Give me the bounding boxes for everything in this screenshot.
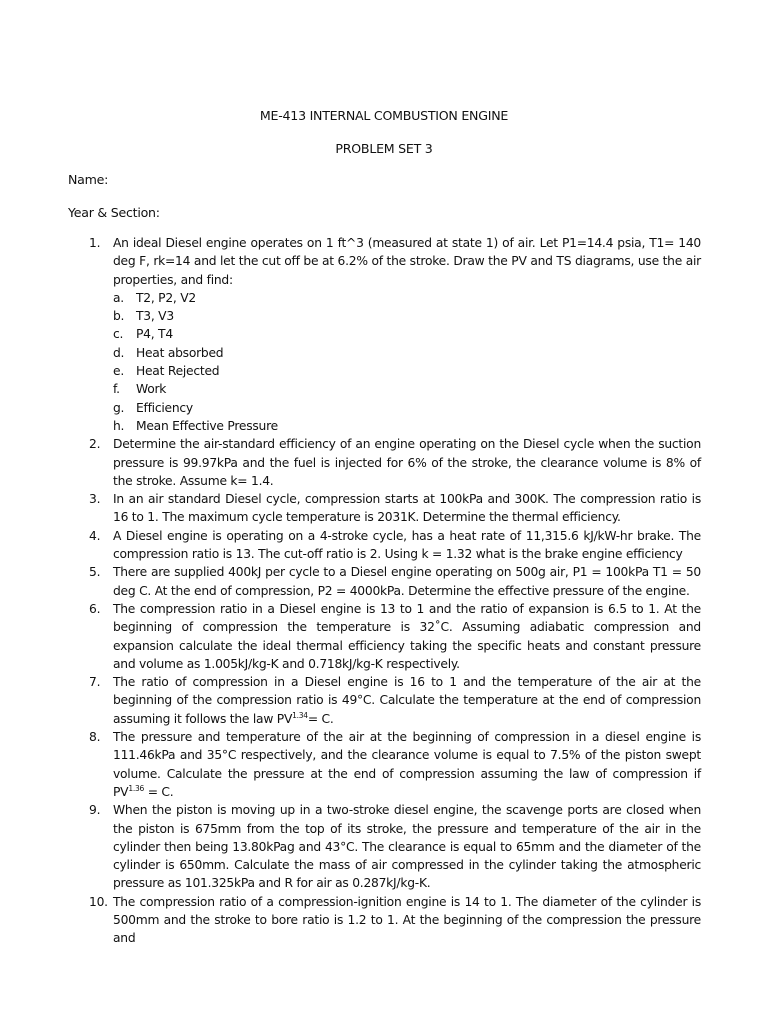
problem-text-end: = C.: [307, 711, 334, 726]
problem-text: In an air standard Diesel cycle, compression starts at 100kPa and 300K. The compression ratio is 16 to 1. The maximum cycle temperature is 2031K. Determine the thermal efficiency.: [113, 492, 701, 525]
problem-item: [68, 893, 701, 948]
subitem-text: Efficiency: [136, 400, 193, 415]
subitem: [113, 362, 701, 380]
subitem-letter: b.: [113, 309, 125, 324]
problem-text: Determine the air-standard efficiency of an engine operating on the Diesel cycle when the suction pressure is 99.97kPa and the fuel is injected for 6% of the stroke, the clearance volume is 8% of the stroke. Assume k= 1.4.: [113, 437, 701, 488]
subitem-letter: d.: [113, 345, 125, 360]
problem-item: [68, 435, 701, 490]
subitem-text: Mean Effective Pressure: [136, 418, 278, 433]
subitem: [113, 289, 701, 307]
problem-text: An ideal Diesel engine operates on 1 ft^3 (measured at state 1) of air. Let P1=14.4 psia, T1= 140 deg F, rk=14 and let the cut off be at 6.2% of the stroke. Draw the PV and TS diagrams, use the air properties, and find:: [113, 236, 701, 287]
subitem-letter: f.: [113, 382, 120, 397]
problem-set-title: PROBLEM SET 3: [335, 141, 433, 156]
subitem: [113, 417, 701, 435]
problem-number: 6.: [89, 601, 101, 616]
problem-item: [68, 801, 701, 892]
subitem-letter: e.: [113, 364, 124, 379]
subitem-letter: c.: [113, 327, 124, 342]
problem-number: 10.: [89, 894, 108, 909]
problem-number: 5.: [89, 565, 101, 580]
problem-number: 9.: [89, 803, 101, 818]
subitem: [113, 380, 701, 398]
subitem-text: Work: [136, 382, 167, 397]
problem-item: [68, 527, 701, 564]
subitem-letter: a.: [113, 290, 124, 305]
problem-number: 8.: [89, 730, 101, 745]
problem-item: [68, 563, 701, 600]
problem-number: 1.: [89, 236, 101, 250]
problem-list: [68, 234, 701, 948]
subitem-letter: h.: [113, 418, 125, 433]
year-section-field-label: Year & Section:: [68, 205, 160, 220]
problem-number: 3.: [89, 492, 101, 507]
subitem-text: Heat Rejected: [136, 364, 220, 379]
problem-text-end: = C.: [144, 784, 174, 799]
problem-item: [68, 673, 701, 728]
problem-number: 4.: [89, 528, 101, 543]
problem-text: The compression ratio in a Diesel engine is 13 to 1 and the ratio of expansion is 6.5 to 1. At the beginning of compression the temperature is 32˚C. Assuming adiabatic compression and expansion calculate the ideal thermal efficiency taking the specific heats and constant pressure and volume as 1.005kJ/kg-K and 0.718kJ/kg-K respectively.: [113, 601, 701, 671]
problem-number: 7.: [89, 675, 101, 690]
subitem: [113, 307, 701, 325]
problem-text: When the piston is moving up in a two-stroke diesel engine, the scavenge ports are closed when the piston is 675mm from the top of its stroke, the pressure and temperature of the air in the cylinder then being 13.80kPag and 43°C. The clearance is equal to 65mm and the diameter of the cylinder is 650mm. Calculate the mass of air compressed in the cylinder taking the atmospheric pressure as 101.325kPa and R for air as 0.287kJ/kg-K.: [113, 803, 701, 891]
subitem: [113, 399, 701, 417]
course-title: ME-413 INTERNAL COMBUSTION ENGINE: [259, 108, 509, 123]
problem-text: The compression ratio of a compression-ignition engine is 14 to 1. The diameter of the cylinder is 500mm and the stroke to bore ratio is 1.2 to 1. At the beginning of the compression the pressure and: [113, 894, 701, 946]
problem-text: The pressure and temperature of the air at the beginning of compression in a diesel engine is 111.46kPa and 35°C respectively, and the clearance volume is equal to 7.5% of the piston swept volume. Calculate the pressure at the end of compression assuming the law of compression if PV: [113, 730, 701, 799]
problem-item: [68, 728, 701, 801]
subitem-text: P4, T4: [136, 327, 173, 342]
exponent: 1.36: [128, 783, 145, 793]
problem-text: A Diesel engine is operating on a 4-stroke cycle, has a heat rate of 11,315.6 kJ/kW-hr brake. The compression ratio is 13. The cut-off ratio is 2. Using k = 1.32 what is the brake engine efficiency: [113, 528, 701, 562]
subitem-text: T2, P2, V2: [136, 290, 196, 305]
problem-item: [68, 234, 701, 435]
problem-number: 2.: [89, 437, 101, 452]
exponent: 1.34: [292, 710, 308, 720]
problem-item: [68, 600, 701, 673]
subitem: [113, 325, 701, 343]
problem-text: The ratio of compression in a Diesel engine is 16 to 1 and the temperature of the air at the beginning of the compression ratio is 49°C. Calculate the temperature at the end of compression assuming it follows the law PV: [113, 675, 701, 726]
subitem-letter: g.: [113, 400, 125, 415]
name-field-label: Name:: [68, 172, 109, 187]
subitem-text: T3, V3: [136, 309, 174, 324]
problem-text: There are supplied 400kJ per cycle to a Diesel engine operating on 500g air, P1 = 100kPa T1 = 50 deg C. At the end of compression, P2 = 4000kPa. Determine the effective pressure of the engine.: [113, 565, 701, 598]
subitem-list: [113, 289, 701, 435]
problem-item: [68, 490, 701, 527]
subitem-text: Heat absorbed: [136, 345, 224, 360]
subitem: [113, 344, 701, 362]
